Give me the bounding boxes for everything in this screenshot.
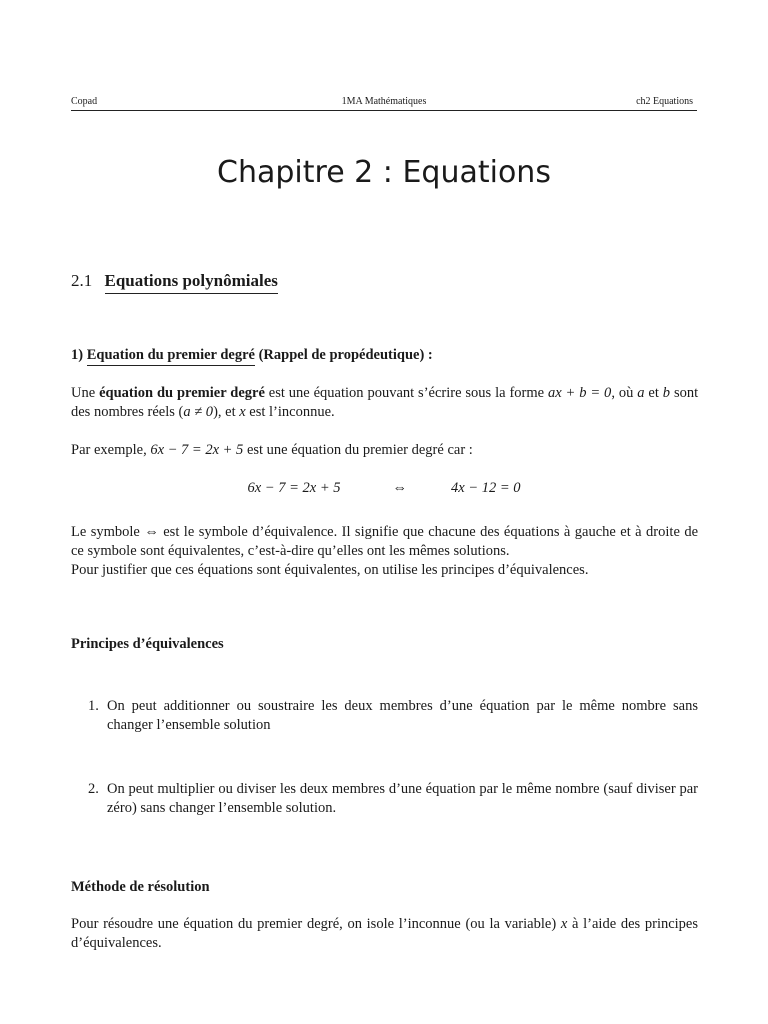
header-left: Copad	[71, 96, 98, 107]
text: ), et	[213, 404, 236, 420]
equivalence-symbol: ⇔	[144, 524, 159, 540]
defined-term: équation du premier degré	[99, 385, 265, 401]
math-variable: x	[239, 404, 246, 420]
text: à l’aide des principes d’équivalences.	[71, 916, 699, 951]
header-center: 1MA Mathématiques	[341, 96, 427, 107]
section-number: 2.1	[71, 271, 93, 290]
example-paragraph	[71, 441, 698, 460]
text: est l’inconnue.	[249, 404, 335, 420]
subsection-number: 1)	[71, 347, 84, 363]
methode-paragraph	[71, 915, 698, 953]
text: Pour résoudre une équation du premier degré, on isole l’inconnue (ou la variable)	[71, 916, 557, 932]
math-formula: ax + b = 0	[547, 385, 612, 401]
header-right: ch2 Equations	[636, 96, 693, 107]
math-variable: x	[560, 916, 568, 932]
text: est le symbole d’équivalence. Il signifie que chacune des équations à gauche et à droite de ce symbole sont équivalentes, c’est-à-dire qu’elles ont les mêmes solutions.	[71, 524, 699, 559]
equation-right: 4x − 12 = 0	[450, 480, 521, 496]
list-item-text: On peut additionner ou soustraire les deux membres d’une équation par le même nombre sans changer l’ensemble solution	[107, 698, 698, 733]
text: Une	[71, 385, 96, 401]
methode-heading: Méthode de résolution	[71, 879, 210, 895]
equation-left: 6x − 7 = 2x + 5	[247, 480, 341, 496]
list-item-text: On peut multiplier ou diviser les deux membres d’une équation par le même nombre (sauf diviser par zéro) sans changer l’ensemble solution.	[107, 781, 698, 816]
text: est une équation du premier degré car :	[246, 442, 473, 458]
list-item	[71, 780, 698, 818]
text: sont des nombres réels (	[71, 385, 699, 420]
page-header	[71, 96, 697, 111]
section-title: Equations polynômiales	[105, 271, 278, 294]
list-marker: 1.	[88, 698, 99, 714]
math-variable: b	[662, 385, 671, 401]
list-item	[71, 697, 698, 735]
display-equation	[0, 479, 768, 498]
equivalence-symbol: ⇔	[392, 480, 407, 496]
math-condition: a ≠ 0	[183, 404, 214, 420]
principes-heading: Principes d’équivalences	[71, 636, 224, 652]
text: , où	[611, 385, 634, 401]
math-formula: 6x − 7 = 2x + 5	[150, 442, 244, 458]
chapter-title: Chapitre 2 : Equations	[217, 155, 551, 190]
definition-paragraph	[71, 384, 698, 422]
section-heading	[71, 270, 278, 292]
subsection-heading	[71, 346, 698, 365]
text: Pour justifier que ces équations sont équivalentes, on utilise les principes d’équivalences.	[71, 562, 589, 578]
list-marker: 2.	[88, 781, 99, 797]
text: Par exemple,	[71, 442, 147, 458]
math-variable: a	[637, 385, 645, 401]
text: Le symbole	[71, 524, 140, 540]
subsection-title-rest: (Rappel de propédeutique) :	[258, 347, 433, 363]
equivalence-paragraph	[71, 523, 698, 580]
text: est une équation pouvant s’écrire sous la forme	[268, 385, 545, 401]
subsection-title: Equation du premier degré	[87, 347, 255, 366]
text: et	[648, 385, 659, 401]
